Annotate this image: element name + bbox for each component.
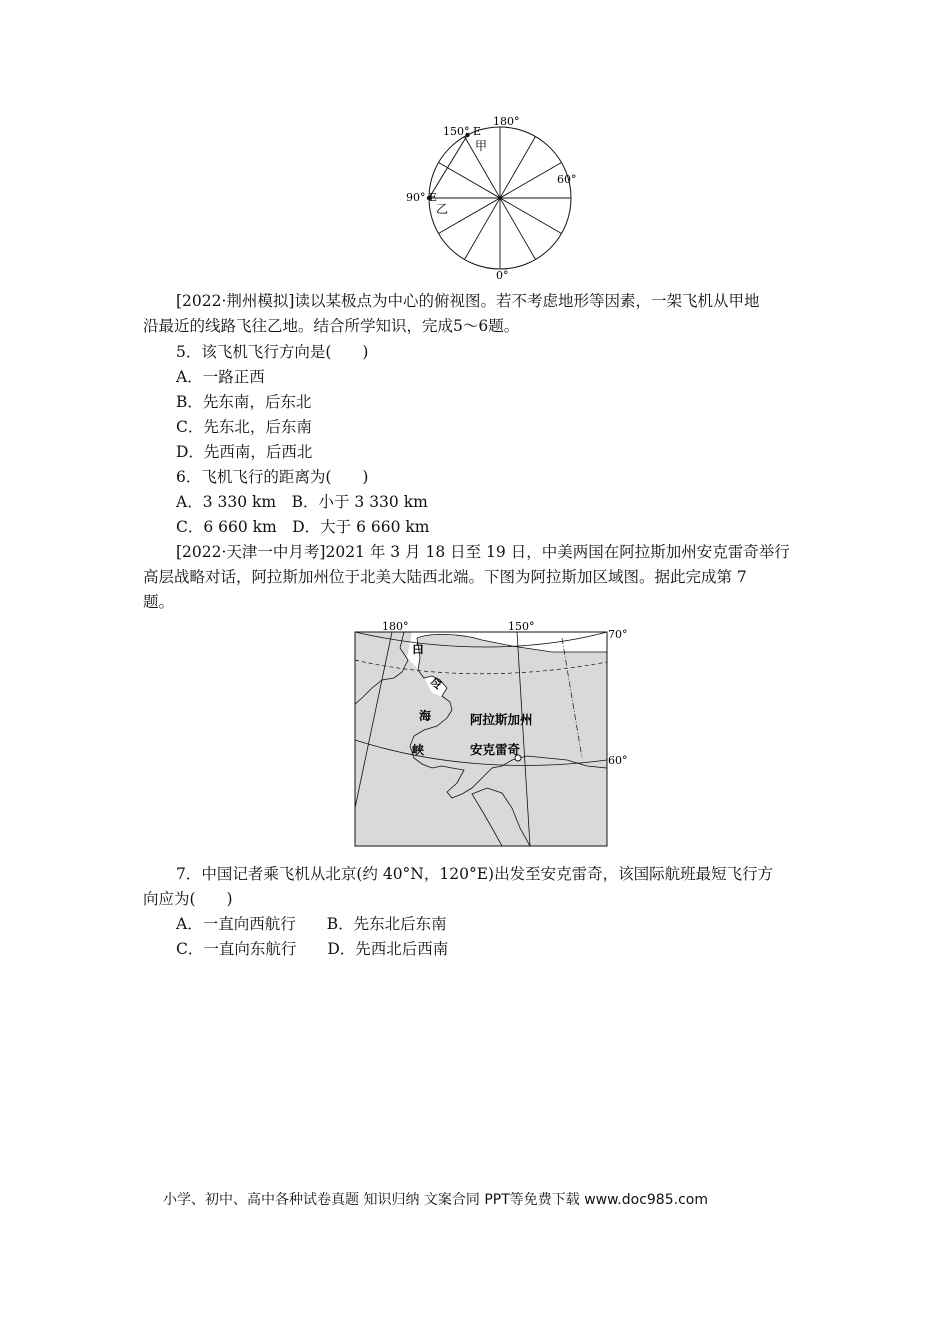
route-line xyxy=(429,135,468,198)
map-label-xia: 峡 xyxy=(412,743,425,757)
q5-option-a: A．一路正西 xyxy=(176,368,265,386)
polar-view-figure xyxy=(400,112,586,282)
map-label-alaska: 阿拉斯加州 xyxy=(470,712,533,727)
q5-stem: 5．该飞机飞行方向是( ) xyxy=(176,343,369,361)
q7-line1: 7．中国记者乘飞机从北京(约 40°N，120°E)出发至安克雷奇，该国际航班最短飞行方 xyxy=(176,865,774,883)
q6-options-cd: C．6 660 km D．大于 6 660 km xyxy=(176,518,430,536)
map-label-hai: 海 xyxy=(419,709,432,723)
map-label-180: 180° xyxy=(382,620,409,633)
label-90e: 90° E xyxy=(406,191,438,204)
q7-options-ab: A．一直向西航行 B．先东北后东南 xyxy=(176,915,447,933)
page-footer: 小学、初中、高中各种试卷真题 知识归纳 文案合同 PPT等免费下载 www.doc985.com xyxy=(163,1192,708,1208)
meridian-lines xyxy=(429,127,571,269)
map-label-70: 70° xyxy=(608,628,628,641)
q7-options-cd: C．一直向东航行 D．先西北后西南 xyxy=(176,940,449,958)
map-label-bai: 白 xyxy=(412,642,425,656)
label-180: 180° xyxy=(493,115,520,128)
q5-option-b: B．先东南，后东北 xyxy=(176,393,312,411)
map-label-anchorage: 安克雷奇 xyxy=(470,742,521,757)
label-yi: 乙 xyxy=(436,202,449,216)
alaska-map-figure xyxy=(352,618,634,850)
intro1-line1: [2022·荆州模拟]读以某极点为中心的俯视图。若不考虑地形等因素，一架飞机从甲地 xyxy=(176,292,760,310)
intro2-line2: 高层战略对话，阿拉斯加州位于北美大陆西北端。下图为阿拉斯加区域图。据此完成第 7 xyxy=(143,568,747,586)
map-label-ling: 令 xyxy=(430,677,443,691)
map-label-150: 150° xyxy=(508,620,535,633)
label-jia: 甲 xyxy=(475,139,488,153)
label-60: 60° xyxy=(557,173,577,186)
intro2-line1: [2022·天津一中月考]2021 年 3 月 18 日至 19 日，中美两国在阿拉斯加州安克雷奇举行 xyxy=(176,543,790,561)
intro1-line2: 沿最近的线路飞往乙地。结合所学知识，完成5～6题。 xyxy=(143,317,520,335)
q5-option-c: C．先东北，后东南 xyxy=(176,418,312,436)
q5-option-d: D．先西南，后西北 xyxy=(176,443,313,461)
label-0: 0° xyxy=(496,269,509,282)
intro2-line3: 题。 xyxy=(143,593,175,611)
q7-line2: 向应为( ) xyxy=(143,890,233,908)
map-label-60: 60° xyxy=(608,754,628,767)
polar-circle-group xyxy=(427,127,571,269)
q6-stem: 6．飞机飞行的距离为( ) xyxy=(176,468,369,486)
label-150e: 150° E xyxy=(443,125,482,138)
q6-options-ab: A．3 330 km B．小于 3 330 km xyxy=(176,493,428,511)
